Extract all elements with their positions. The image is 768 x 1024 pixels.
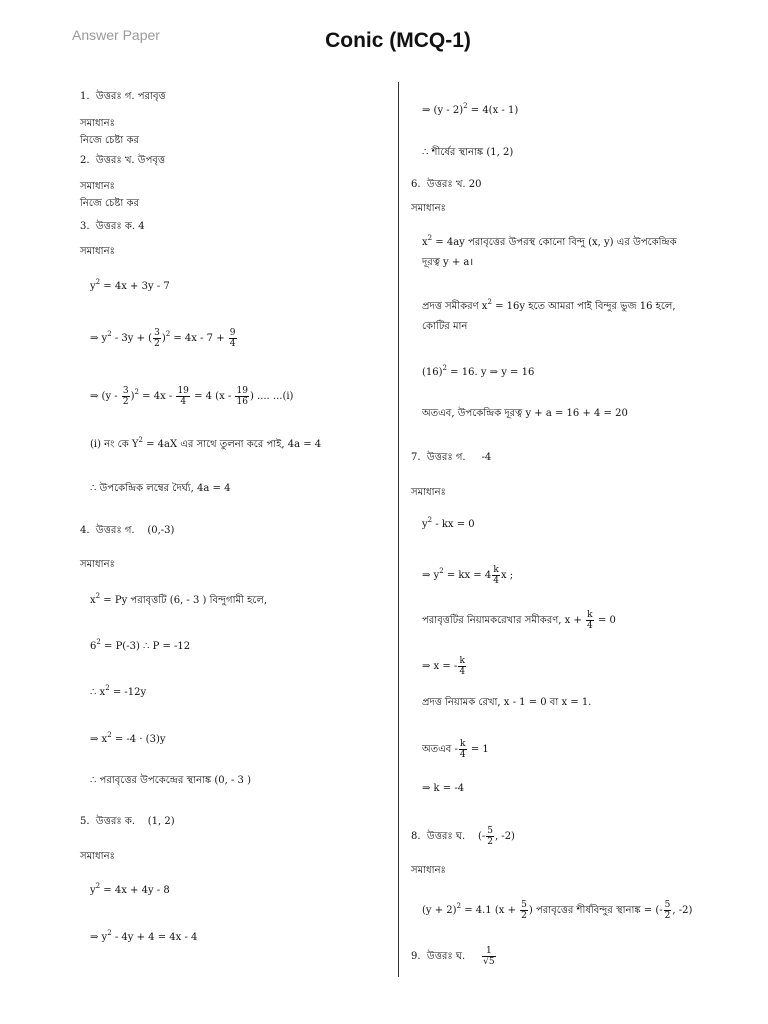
q2-answer xyxy=(80,154,165,167)
q6-answer-text: উত্তরঃ খ. 20 xyxy=(426,179,482,190)
eq-part: = 4aX এর সাথে তুলনা করে পাই, 4a = 4 xyxy=(142,439,322,450)
exponent: 2 xyxy=(95,592,101,600)
eq-part: অতএব - xyxy=(422,744,458,755)
q5-eq-2 xyxy=(90,931,197,944)
watermark: Answer Paper xyxy=(72,27,160,43)
eq-part: (y + 2) xyxy=(422,905,457,916)
q6-number: 6. xyxy=(411,179,421,190)
q4-eq-2 xyxy=(90,640,190,653)
eq-part: - 3y + ( xyxy=(111,333,153,344)
eq-part: (16) xyxy=(422,367,443,378)
q7-answer-text: উত্তরঃ গ. xyxy=(426,452,466,463)
exponent: 2 xyxy=(442,364,447,372)
q8-solution-label: সমাধানঃ xyxy=(411,865,446,876)
denominator: 2 xyxy=(521,911,527,921)
eq-part: = 4x + 4y - 8 xyxy=(100,885,170,896)
eq-part: - kx = 0 xyxy=(432,519,475,530)
fraction xyxy=(482,946,495,967)
q8-number: 8. xyxy=(411,831,421,842)
exponent: 2 xyxy=(107,330,112,338)
exponent: 2 xyxy=(95,882,101,890)
eq-part: = 4x - 7 + xyxy=(170,333,225,344)
denominator: 4 xyxy=(587,621,593,631)
eq-part: ⇒ x xyxy=(90,734,108,745)
q5-eq-4: ∴ শীর্ষের স্থানাঙ্ক (1, 2) xyxy=(422,147,514,158)
q6-eq-2b: কোটির মান xyxy=(422,321,468,332)
q6-solution-label: সমাধানঃ xyxy=(411,203,446,214)
fraction xyxy=(153,328,161,349)
numerator: 19 xyxy=(177,386,189,396)
q5-answer-value: (1, 2) xyxy=(147,816,175,827)
q6-eq-4: অতএব, উপকেন্দ্রিক দূরত্ব y + a = 16 + 4 = 20 xyxy=(422,408,628,419)
eq-part: = -12y xyxy=(109,687,147,698)
fraction xyxy=(586,610,594,631)
eq-part: x xyxy=(422,237,428,248)
eq-part: প্রদত্ত সমীকরণ x xyxy=(422,301,488,312)
fraction xyxy=(492,565,500,586)
numerator: 9 xyxy=(229,328,236,338)
q2-number: 2. xyxy=(80,155,90,166)
eq-part: = P(-3) ∴ P = -12 xyxy=(100,641,191,652)
denominator: 4 xyxy=(493,576,499,586)
eq-part: ⇒ y xyxy=(90,932,108,943)
q4-eq-5: ∴ পরাবৃত্তের উপকেন্দ্রের স্থানাঙ্ক (0, - 3 ) xyxy=(90,775,251,786)
q3-eq-1 xyxy=(90,280,170,293)
q5-answer-text: উত্তরঃ ক. xyxy=(95,816,136,827)
q3-eq-3 xyxy=(90,386,293,407)
denominator: 16 xyxy=(236,397,248,407)
q1-number: 1. xyxy=(80,91,90,102)
q7-solution-label: সমাধানঃ xyxy=(411,487,446,498)
numerator: k xyxy=(459,656,465,666)
eq-part: = -4 · (3)y xyxy=(111,734,166,745)
denominator: 2 xyxy=(154,339,160,349)
q3-eq-5: ∴ উপকেন্দ্রিক লম্বের দৈর্ঘ্য, 4a = 4 xyxy=(90,483,231,494)
eq-part: = 16. y ⇒ y = 16 xyxy=(447,367,535,378)
denominator: √5 xyxy=(483,957,495,967)
page-title: Conic (MCQ-1) xyxy=(325,29,471,52)
eq-part: x ; xyxy=(500,570,514,581)
denominator: 2 xyxy=(487,837,493,847)
q9-answer xyxy=(411,946,497,967)
q7-answer xyxy=(411,451,491,464)
denominator: 4 xyxy=(176,396,189,407)
q6-eq-3 xyxy=(422,366,534,379)
fraction xyxy=(235,386,248,407)
q7-eq-1 xyxy=(422,518,475,531)
q4-solution-label: সমাধানঃ xyxy=(80,559,115,570)
fraction xyxy=(458,656,466,677)
q7-eq-6 xyxy=(422,739,489,760)
q3-eq-4 xyxy=(90,438,321,451)
numerator: 3 xyxy=(122,386,129,396)
exponent: 2 xyxy=(138,436,143,444)
q6-answer xyxy=(411,178,482,191)
column-divider xyxy=(398,82,399,977)
q6-eq-2 xyxy=(422,300,676,313)
fraction xyxy=(122,386,130,407)
q3-number: 3. xyxy=(80,221,90,232)
q5-eq-1 xyxy=(90,884,170,897)
exponent: 2 xyxy=(96,638,101,646)
q1-hint: নিজে চেষ্টা কর xyxy=(80,135,139,146)
denominator: 4 xyxy=(459,750,466,760)
exponent: 2 xyxy=(427,234,433,242)
q5-answer xyxy=(80,815,175,828)
eq-part: - 4y + 4 = 4x - 4 xyxy=(111,932,198,943)
numerator: k xyxy=(493,565,499,575)
eq-part: ) xyxy=(130,391,135,402)
q7-eq-4 xyxy=(422,656,467,677)
numerator: 5 xyxy=(487,826,493,836)
fraction xyxy=(176,386,189,407)
q7-number: 7. xyxy=(411,452,421,463)
eq-part: , -2) xyxy=(672,905,693,916)
fraction xyxy=(520,900,528,921)
exponent: 2 xyxy=(134,388,139,396)
eq-part: = 4x - xyxy=(138,391,173,402)
q7-answer-value: -4 xyxy=(481,452,492,463)
eq-part: ⇒ y xyxy=(90,333,108,344)
eq-part: ⇒ (y - 2) xyxy=(422,105,464,116)
q8-answer-text: উত্তরঃ ঘ. xyxy=(426,831,466,842)
numerator: 19 xyxy=(236,386,248,396)
exponent: 2 xyxy=(105,684,110,692)
q4-eq-3 xyxy=(90,686,146,699)
q3-eq-2 xyxy=(90,328,238,349)
q1-solution-label: সমাধানঃ xyxy=(80,118,115,129)
q5-solution-label: সমাধানঃ xyxy=(80,851,115,862)
q1-answer xyxy=(80,90,166,103)
eq-part: x xyxy=(90,595,96,606)
q7-eq-3 xyxy=(422,610,616,631)
fraction xyxy=(229,328,237,349)
numerator: 1 xyxy=(485,946,492,956)
q6-eq-1 xyxy=(422,236,677,249)
q8-eq-1 xyxy=(422,900,692,921)
eq-part: 6 xyxy=(90,641,97,652)
eq-part: ⇒ x = - xyxy=(422,661,458,672)
eq-part: = 4x + 3y - 7 xyxy=(100,281,170,292)
q1-answer-text: উত্তরঃ গ. পরাবৃত্ত xyxy=(95,91,166,102)
q2-solution-label: সমাধানঃ xyxy=(80,181,115,192)
q3-answer-text: উত্তরঃ ক. 4 xyxy=(95,221,145,232)
eq-part: y xyxy=(422,519,428,530)
eq-part: পরাবৃত্তটির নিয়ামকরেখার সমীকরণ, x + xyxy=(422,615,582,626)
q4-number: 4. xyxy=(80,525,90,536)
q7-eq-2 xyxy=(422,565,513,586)
eq-part: ⇒ (y - xyxy=(90,391,118,402)
exponent: 2 xyxy=(456,902,462,910)
eq-part: y xyxy=(90,281,96,292)
numerator: k xyxy=(587,610,593,620)
numerator: 5 xyxy=(521,900,527,910)
denominator: 4 xyxy=(229,339,236,349)
eq-part: ∴ x xyxy=(90,687,106,698)
q8-answer xyxy=(411,826,515,847)
eq-part: (i) নং কে Y xyxy=(90,439,139,450)
fraction xyxy=(459,739,467,760)
q3-solution-label: সমাধানঃ xyxy=(80,246,115,257)
eq-part: = 4.1 (x + xyxy=(461,905,516,916)
q2-hint: নিজে চেষ্টা কর xyxy=(80,198,139,209)
exponent: 2 xyxy=(107,929,112,937)
eq-part: = Py পরাবৃত্তটি (6, - 3 ) বিন্দুগামী হলে, xyxy=(100,595,267,606)
exponent: 2 xyxy=(463,102,468,110)
eq-part: ) xyxy=(161,333,166,344)
eq-part: = 4ay পরাবৃত্তের উপরস্থ কোনো বিন্দু (x, y) এর উপকেন্দ্রিক xyxy=(432,237,677,248)
q7-eq-5: প্রদত্ত নিয়ামক রেখা, x - 1 = 0 বা x = 1. xyxy=(422,697,592,708)
q2-answer-text: উত্তরঃ খ. উপবৃত্ত xyxy=(95,155,166,166)
eq-part: = 16y হতে আমরা পাই বিন্দুর ভুজ 16 হলে, xyxy=(491,301,676,312)
eq-part: ) পরাবৃত্তের শীর্ষবিন্দুর স্থানাঙ্ক = (- xyxy=(528,905,663,916)
exponent: 2 xyxy=(427,516,433,524)
q5-number: 5. xyxy=(80,816,90,827)
exponent: 2 xyxy=(439,567,444,575)
q7-eq-7: ⇒ k = -4 xyxy=(422,783,465,794)
q9-number: 9. xyxy=(411,951,421,962)
q4-answer-text: উত্তরঃ গ. xyxy=(95,525,135,536)
q6-eq-1b: দূরত্ব y + a। xyxy=(422,257,474,268)
q3-answer xyxy=(80,220,145,233)
denominator: 2 xyxy=(122,397,129,407)
q4-eq-4 xyxy=(90,733,166,746)
denominator: 2 xyxy=(664,911,671,921)
exponent: 2 xyxy=(487,298,492,306)
exponent: 2 xyxy=(107,731,112,739)
q4-eq-1 xyxy=(90,594,267,607)
eq-part: y xyxy=(90,885,96,896)
fraction xyxy=(486,826,494,847)
eq-part: = 4(x - 1) xyxy=(467,105,519,116)
q4-answer-value: (0,-3) xyxy=(147,525,175,536)
eq-part: , -2) xyxy=(494,831,515,842)
numerator: k xyxy=(460,739,466,749)
exponent: 2 xyxy=(165,330,171,338)
q5-eq-3 xyxy=(422,104,518,117)
numerator: 5 xyxy=(664,900,671,910)
eq-part: ) .... ...(i) xyxy=(249,391,294,402)
eq-part: = 0 xyxy=(594,615,616,626)
eq-part: = 1 xyxy=(467,744,489,755)
eq-part: ⇒ y xyxy=(422,570,440,581)
q4-answer xyxy=(80,524,174,537)
denominator: 4 xyxy=(459,667,466,677)
exponent: 2 xyxy=(95,278,101,286)
eq-part: = 4 (x - xyxy=(190,391,232,402)
numerator: 3 xyxy=(154,328,160,338)
eq-part: = kx = 4 xyxy=(443,570,492,581)
fraction xyxy=(664,900,672,921)
eq-part: (- xyxy=(477,831,486,842)
q9-answer-text: উত্তরঃ ঘ. xyxy=(426,951,466,962)
